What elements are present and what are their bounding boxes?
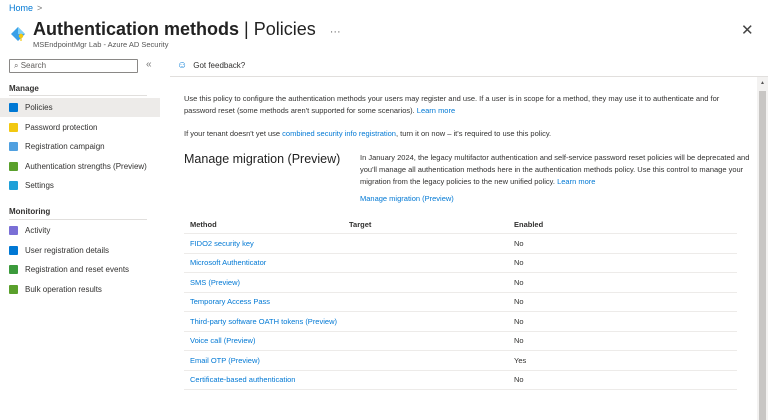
migration-section xyxy=(184,152,750,203)
table-row xyxy=(184,293,737,313)
sidebar-item-password-protection[interactable] xyxy=(0,118,160,137)
collapse-sidebar-button[interactable]: « xyxy=(146,59,152,70)
table-row xyxy=(184,312,737,332)
scroll-up-icon[interactable]: ▲ xyxy=(760,80,765,86)
tenant-pre: If your tenant doesn't yet use xyxy=(184,129,283,138)
page-subtitle: MSEndpointMgr Lab - Azure AD Security xyxy=(33,40,169,49)
search-icon: ⌕ xyxy=(14,61,21,70)
sidebar-item-label: User registration details xyxy=(25,245,110,255)
migration-learn-more-link[interactable]: Learn more xyxy=(557,177,596,186)
title-separator: | xyxy=(239,19,254,39)
table-row xyxy=(184,273,737,293)
migration-heading: Manage migration (Preview) xyxy=(184,152,341,166)
users-icon xyxy=(9,285,18,294)
method-link[interactable]: Temporary Access Pass xyxy=(190,297,271,307)
method-link[interactable]: FIDO2 security key xyxy=(190,238,254,248)
authentication-methods-logo-icon xyxy=(10,26,26,42)
enabled-cell: No xyxy=(514,277,524,287)
feedback-button[interactable] xyxy=(177,60,245,71)
sidebar-item-label: Settings xyxy=(25,181,54,191)
manage-migration-link[interactable]: Manage migration (Preview) xyxy=(360,194,454,203)
enabled-cell: No xyxy=(514,336,524,346)
feedback-icon: ☺ xyxy=(177,60,188,71)
table-row xyxy=(184,332,737,352)
sidebar-item-settings[interactable] xyxy=(0,176,160,195)
phone-icon xyxy=(9,142,18,151)
sidebar-item-label: Activity xyxy=(25,226,51,235)
divider xyxy=(170,76,768,77)
sidebar-item-registration-campaign[interactable] xyxy=(0,137,160,156)
feedback-label: Got feedback? xyxy=(193,61,246,70)
method-link[interactable]: Voice call (Preview) xyxy=(190,336,256,346)
sidebar-item-policies[interactable] xyxy=(0,98,160,117)
shield-icon xyxy=(9,162,18,171)
scrollbar-thumb[interactable] xyxy=(759,91,766,420)
sidebar-item-label: Bulk operation results xyxy=(25,284,102,294)
search-input[interactable] xyxy=(9,59,138,73)
sidebar-item-label: Registration and reset events xyxy=(25,265,130,275)
user-details-icon xyxy=(9,246,18,255)
method-link[interactable]: Microsoft Authenticator xyxy=(190,258,267,268)
events-icon xyxy=(9,265,18,274)
sidebar-item-label: Policies xyxy=(25,103,53,112)
divider xyxy=(9,219,147,220)
header-method[interactable]: Method xyxy=(190,219,217,229)
title-page: Policies xyxy=(253,19,316,39)
header-enabled[interactable]: Enabled xyxy=(514,219,544,229)
method-link[interactable]: Third-party software OATH tokens (Preview) xyxy=(190,316,337,326)
header-target[interactable]: Target xyxy=(349,219,372,229)
sidebar-item-activity[interactable] xyxy=(0,221,160,240)
methods-table xyxy=(184,215,737,390)
more-options-button[interactable]: ··· xyxy=(329,26,341,38)
migration-body: In January 2024, the legacy multifactor authentication and self-service password reset policies will be deprecated and you'll manage all authentication methods here in the authentication methods policy. Use this control to manage your migration from the legacy policies to the new unified policy. xyxy=(360,153,750,186)
enabled-cell: No xyxy=(514,375,524,385)
intro-text xyxy=(184,93,750,117)
tenant-text xyxy=(184,128,750,140)
table-row xyxy=(184,371,737,391)
tenant-post: , turn it on now – it's required to use this policy. xyxy=(395,129,552,138)
table-row xyxy=(184,351,737,371)
monitoring-heading: Monitoring xyxy=(9,207,51,216)
breadcrumb-separator: > xyxy=(37,3,43,13)
combined-registration-link[interactable]: combined security info registration xyxy=(282,129,396,138)
table-row xyxy=(184,254,737,274)
divider xyxy=(9,95,147,96)
breadcrumb xyxy=(9,3,42,13)
intro-body: Use this policy to configure the authentication methods your users may register and use. If a user is in scope for a method, they may use it to authenticate and for password reset (some methods aren't supported for some scenarios). xyxy=(184,94,720,115)
migration-text xyxy=(360,152,750,188)
breadcrumb-home[interactable]: Home xyxy=(9,3,34,13)
method-link[interactable]: Certificate-based authentication xyxy=(190,375,296,385)
method-link[interactable]: SMS (Preview) xyxy=(190,277,241,287)
learn-more-link[interactable]: Learn more xyxy=(416,106,456,115)
enabled-cell: No xyxy=(514,297,524,307)
enabled-cell: No xyxy=(514,258,524,268)
sidebar-item-registration-and-reset-events[interactable] xyxy=(0,260,160,279)
migration-column xyxy=(360,152,750,203)
page-title xyxy=(33,19,316,40)
sidebar-item-label: Registration campaign xyxy=(25,142,105,152)
table-row xyxy=(184,234,737,254)
sidebar-item-bulk-operation-results[interactable] xyxy=(0,280,160,299)
activity-icon xyxy=(9,226,18,235)
enabled-cell: Yes xyxy=(514,355,527,365)
sidebar-item-label: Authentication strengths (Preview) xyxy=(25,161,147,171)
main-content xyxy=(184,93,750,390)
gear-icon xyxy=(9,181,18,190)
policies-icon xyxy=(9,103,18,112)
key-icon xyxy=(9,123,18,132)
title-row xyxy=(33,19,341,40)
sidebar-item-user-registration-details[interactable] xyxy=(0,241,160,260)
search-placeholder: Search xyxy=(20,61,47,70)
close-button[interactable]: ✕ xyxy=(741,22,754,39)
table-header xyxy=(184,215,737,234)
title-main: Authentication methods xyxy=(33,19,239,39)
sidebar-item-authentication-strengths-preview[interactable] xyxy=(0,157,160,176)
enabled-cell: No xyxy=(514,316,524,326)
scrollbar[interactable] xyxy=(757,77,768,420)
sidebar-item-label: Password protection xyxy=(25,122,98,132)
method-link[interactable]: Email OTP (Preview) xyxy=(190,355,260,365)
manage-heading: Manage xyxy=(9,84,39,93)
enabled-cell: No xyxy=(514,238,524,248)
